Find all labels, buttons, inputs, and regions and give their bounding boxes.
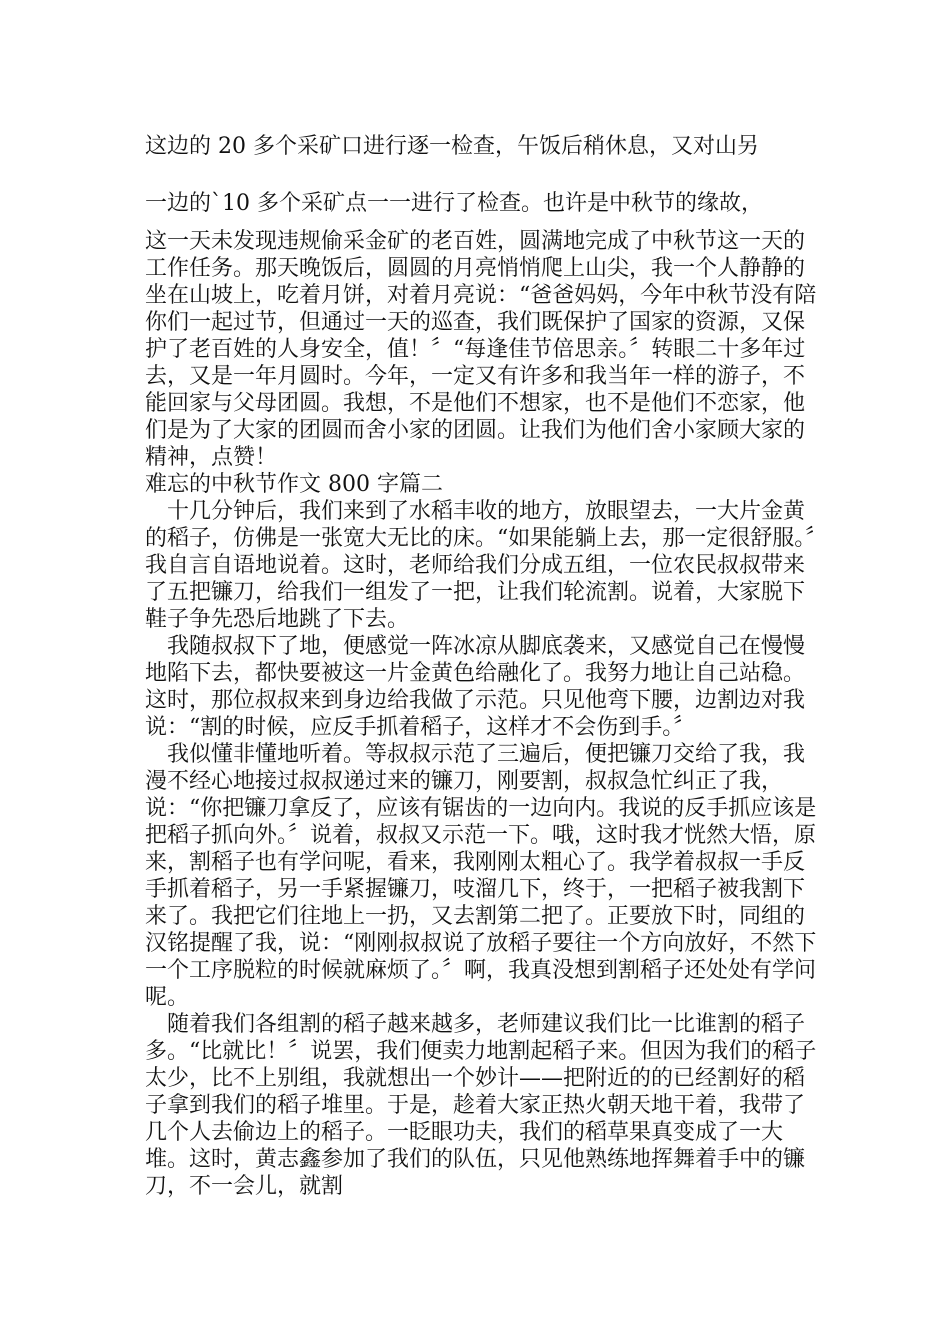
text-line-1: 这边的 20 多个采矿口进行逐一检查，午饭后稍休息，又对山另 <box>145 134 759 159</box>
body-text <box>145 228 825 1200</box>
paragraph-1: 这一天未发现违规偷采金矿的老百姓，圆满地完成了中秋节这一天的工作任务。那天晚饭后，圆圆的月亮悄悄爬上山尖，我一个人静静的坐在山坡上，吃着月饼，对着月亮说：“爸爸妈妈，今年中秋节没有陪你们一起过节，但通过一天的巡查，我们既保护了国家的资源，又保护了老百姓的人身安全，值！〞“每逢佳节倍思亲。〞转眼二十多年过去，又是一年月圆时。今年，一定又有许多和我当年一样的游子，不能回家与父母团圆。我想，不是他们不想家，也不是他们不恋家，他们是为了大家的团圆而舍小家的团圆。让我们为他们舍小家顾大家的精神，点赞！ <box>145 229 817 470</box>
paragraph-5: 随着我们各组割的稻子越来越多，老师建议我们比一比谁割的稻子多。“比就比！〞说罢，我们便卖力地割起稻子来。但因为我们的稻子太少，比不上别组，我就想出一个妙计——把附近的的已经割好的稻子拿到我们的稻子堆里。于是，趁着大家正热火朝天地干着，我带了几个人去偷边上的稻子。一眨眼功夫，我们的稻草果真变成了一大堆。这时，黄志鑫参加了我们的队伍，只见他熟练地挥舞着手中的镰刀，不一会儿，就割 <box>145 1012 817 1199</box>
section-heading: 难忘的中秋节作文 800 字篇二 <box>145 472 443 497</box>
text-line-2: 一边的`10 多个采矿点一一进行了检查。也许是中秋节的缘故， <box>145 191 763 216</box>
paragraph-2: 十几分钟后，我们来到了水稻丰收的地方，放眼望去，一大片金黄的稻子，仿佛是一张宽大无比的床。“如果能躺上去，那一定很舒服。〞我自言自语地说着。这时，老师给我们分成五组，一位农民叔叔带来了五把镰刀，给我们一组发了一把，让我们轮流割。说着，大家脱下鞋子争先恐后地跳了下去。 <box>145 499 817 632</box>
paragraph-4: 我似懂非懂地听着。等叔叔示范了三遍后，便把镰刀交给了我，我漫不经心地接过叔叔递过来的镰刀，刚要割，叔叔急忙纠正了我，说：“你把镰刀拿反了，应该有锯齿的一边向内。我说的反手抓应该是把稻子抓向外。〞说着，叔叔又示范一下。哦，这时我才恍然大悟，原来，割稻子也有学问呢，看来，我刚刚太粗心了。我学着叔叔一手反手抓着稻子，另一手紧握镰刀，吱溜几下，终于，一把稻子被我割下来了。我把它们往地上一扔，又去割第二把了。正要放下时，同组的汉铭提醒了我，说：“刚刚叔叔说了放稻子要往一个方向放好，不然下一个工序脱粒的时候就麻烦了。〞啊，我真没想到割稻子还处处有学问呢。 <box>145 742 817 1010</box>
paragraph-3: 我随叔叔下了地，便感觉一阵冰凉从脚底袭来，又感觉自己在慢慢地陷下去，都快要被这一片金黄色给融化了。我努力地让自己站稳。这时，那位叔叔来到身边给我做了示范。只见他弯下腰，边割边对我说：“割的时候，应反手抓着稻子，这样才不会伤到手。〞 <box>145 634 806 740</box>
